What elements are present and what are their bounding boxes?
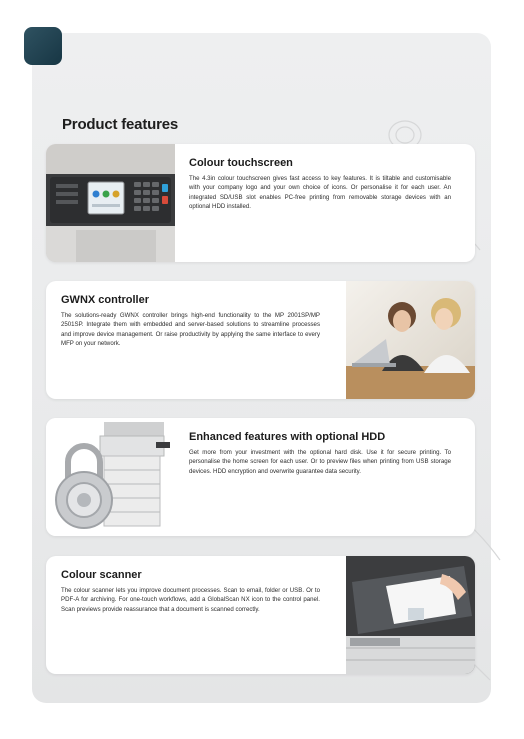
feature-body: Get more from your investment with the optional hard disk. Use it for secure printing. To personalise the home screen for each user. Or to preview files when printing from USB storage devices. HDD encryption and overwrite guarantee data security.	[189, 449, 451, 475]
feature-card-hdd	[46, 418, 475, 536]
feature-card-scanner	[46, 556, 475, 674]
office-workers-image	[346, 281, 475, 399]
page-title: Product features	[62, 116, 178, 133]
feature-body: The 4.3in colour touchscreen gives fast access to key features. It is tiltable and customisable with your company logo and your own choice of icons. Or personalise it for each user. An integrated SD/USB slot enables PC-free printing from removable storage devices with an optional HDD installed.	[189, 175, 451, 210]
feature-card-gwnx-controller	[46, 281, 475, 399]
feature-heading: Colour scanner	[61, 569, 142, 581]
feature-body: The solutions-ready GWNX controller brings high-end functionality to the MP 2001SP/MP 2501SP. Integrate them with embedded and server-based solutions to streamline processes and improve device management. Or raise productivity by applying the same interface to every MFP on your network.	[61, 312, 320, 347]
padlock-and-printer-image	[46, 418, 175, 536]
corner-tab	[24, 27, 62, 65]
feature-body: The colour scanner lets you improve document processes. Scan to email, folder or USB. Or to PDF-A for archiving. For one-touch workflows, add a GlobalScan NX icon to the control panel. Scan previews provide reassurance that a document is scanned correctly.	[61, 587, 320, 613]
feature-heading: Colour touchscreen	[189, 157, 293, 169]
touchscreen-panel-image	[46, 144, 175, 262]
scanner-glass-image	[346, 556, 475, 674]
feature-heading: Enhanced features with optional HDD	[189, 431, 386, 443]
feature-heading: GWNX controller	[61, 294, 150, 306]
feature-card-touchscreen	[46, 144, 475, 262]
